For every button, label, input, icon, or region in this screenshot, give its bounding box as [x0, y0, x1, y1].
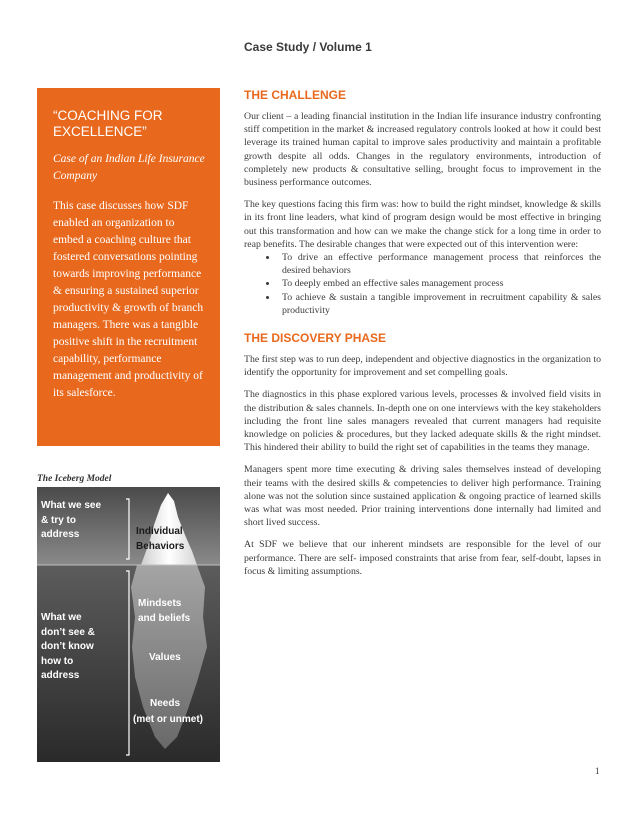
page-header-title: Case Study / Volume 1: [244, 40, 372, 54]
sidebar-title: “COACHING FOR EXCELLENCE”: [53, 108, 163, 139]
discovery-paragraph-4: At SDF we believe that our inherent mindsets are responsible for the level of our performance. There are self- imposed constraints that arise from fear, self-doubt, lapses in focus & limiting assumptions.: [244, 539, 601, 577]
figure-caption: The Iceberg Model: [37, 474, 112, 484]
bullet-item: • To drive an effective performance management process that reinforces the desired behaviors: [278, 251, 601, 277]
label-what-we-dont-see: What we don’t see & don’t know how to address: [41, 612, 95, 681]
label-met-or-unmet: (met or unmet): [133, 714, 203, 725]
iceberg-figure: [37, 487, 220, 762]
discovery-heading: THE DISCOVERY PHASE: [244, 331, 387, 346]
sidebar-body: This case discusses how SDF enabled an organization to embed a coaching culture that fostered conversations pointing towards improving performance & ensuring a sustained superior productivity & growth of branch managers. There was a tangible positive shift in the recruitment capability, performance management and productivity of its salesforce.: [53, 200, 204, 399]
label-values: Values: [149, 652, 181, 663]
sidebar-subtitle: Case of an Indian Life Insurance Company: [53, 153, 205, 182]
bullet-item: • To deeply embed an effective sales management process: [278, 277, 601, 290]
page-number: 1: [595, 766, 600, 776]
challenge-bullet-list: [244, 251, 601, 317]
main-content: [244, 88, 601, 587]
discovery-paragraph-1: The first step was to run deep, independent and objective diagnostics in the organization to identify the opportunity for improvement and set compelling goals.: [244, 354, 601, 379]
challenge-paragraph-2: The key questions facing this firm was: how to build the right mindset, knowledge & skills in its front line leaders, what kind of program design would be most effective in bringing out this transformation and how can we make the change stick for a long time in order to reap benefits. The desirable changes that were expected out of this intervention were:: [244, 199, 601, 250]
challenge-heading: THE CHALLENGE: [244, 88, 346, 102]
sidebar-summary-box: [37, 88, 220, 446]
label-individual-behaviors: Individual Behaviors: [136, 526, 185, 552]
label-what-we-see: What we see & try to address: [41, 500, 102, 540]
discovery-paragraph-2: The diagnostics in this phase explored various levels, processes & involved field visits in the distribution & sales channels. In-depth one on one interviews with the key stakeholders including the front line sales managers revealed that current managers had requisite knowledge on policies & procedures, but they lacked adequate skills & the right mindset. This hindered their ability to build the right set of capabilities in the teams they manage.: [244, 389, 601, 454]
bullet-item: • To achieve & sustain a tangible improvement in recruitment capability & sales productivity: [278, 291, 601, 317]
label-mindsets: Mindsets and beliefs: [138, 598, 191, 624]
challenge-paragraph-1: Our client – a leading financial institution in the Indian life insurance industry confronting stiff competition in the market & increased regulatory controls looked at how it could best leverage its trained human capital to improve sales productivity and maintain a profitable growth despite all odds. Changes in the regulatory environments, introduction of completely new products & consultative selling, brought focus to improvement in the business performance outcomes.: [244, 111, 601, 189]
discovery-paragraph-3: Managers spent more time executing & driving sales themselves instead of developing their teams with the desired skills & competencies to deliver high performance. Training alone was not the solution since sustained application & ongoing practice of learned skills was what was most needed. Prior training interventions done internally had limited and short lived success.: [244, 464, 601, 529]
label-needs: Needs: [150, 698, 181, 709]
